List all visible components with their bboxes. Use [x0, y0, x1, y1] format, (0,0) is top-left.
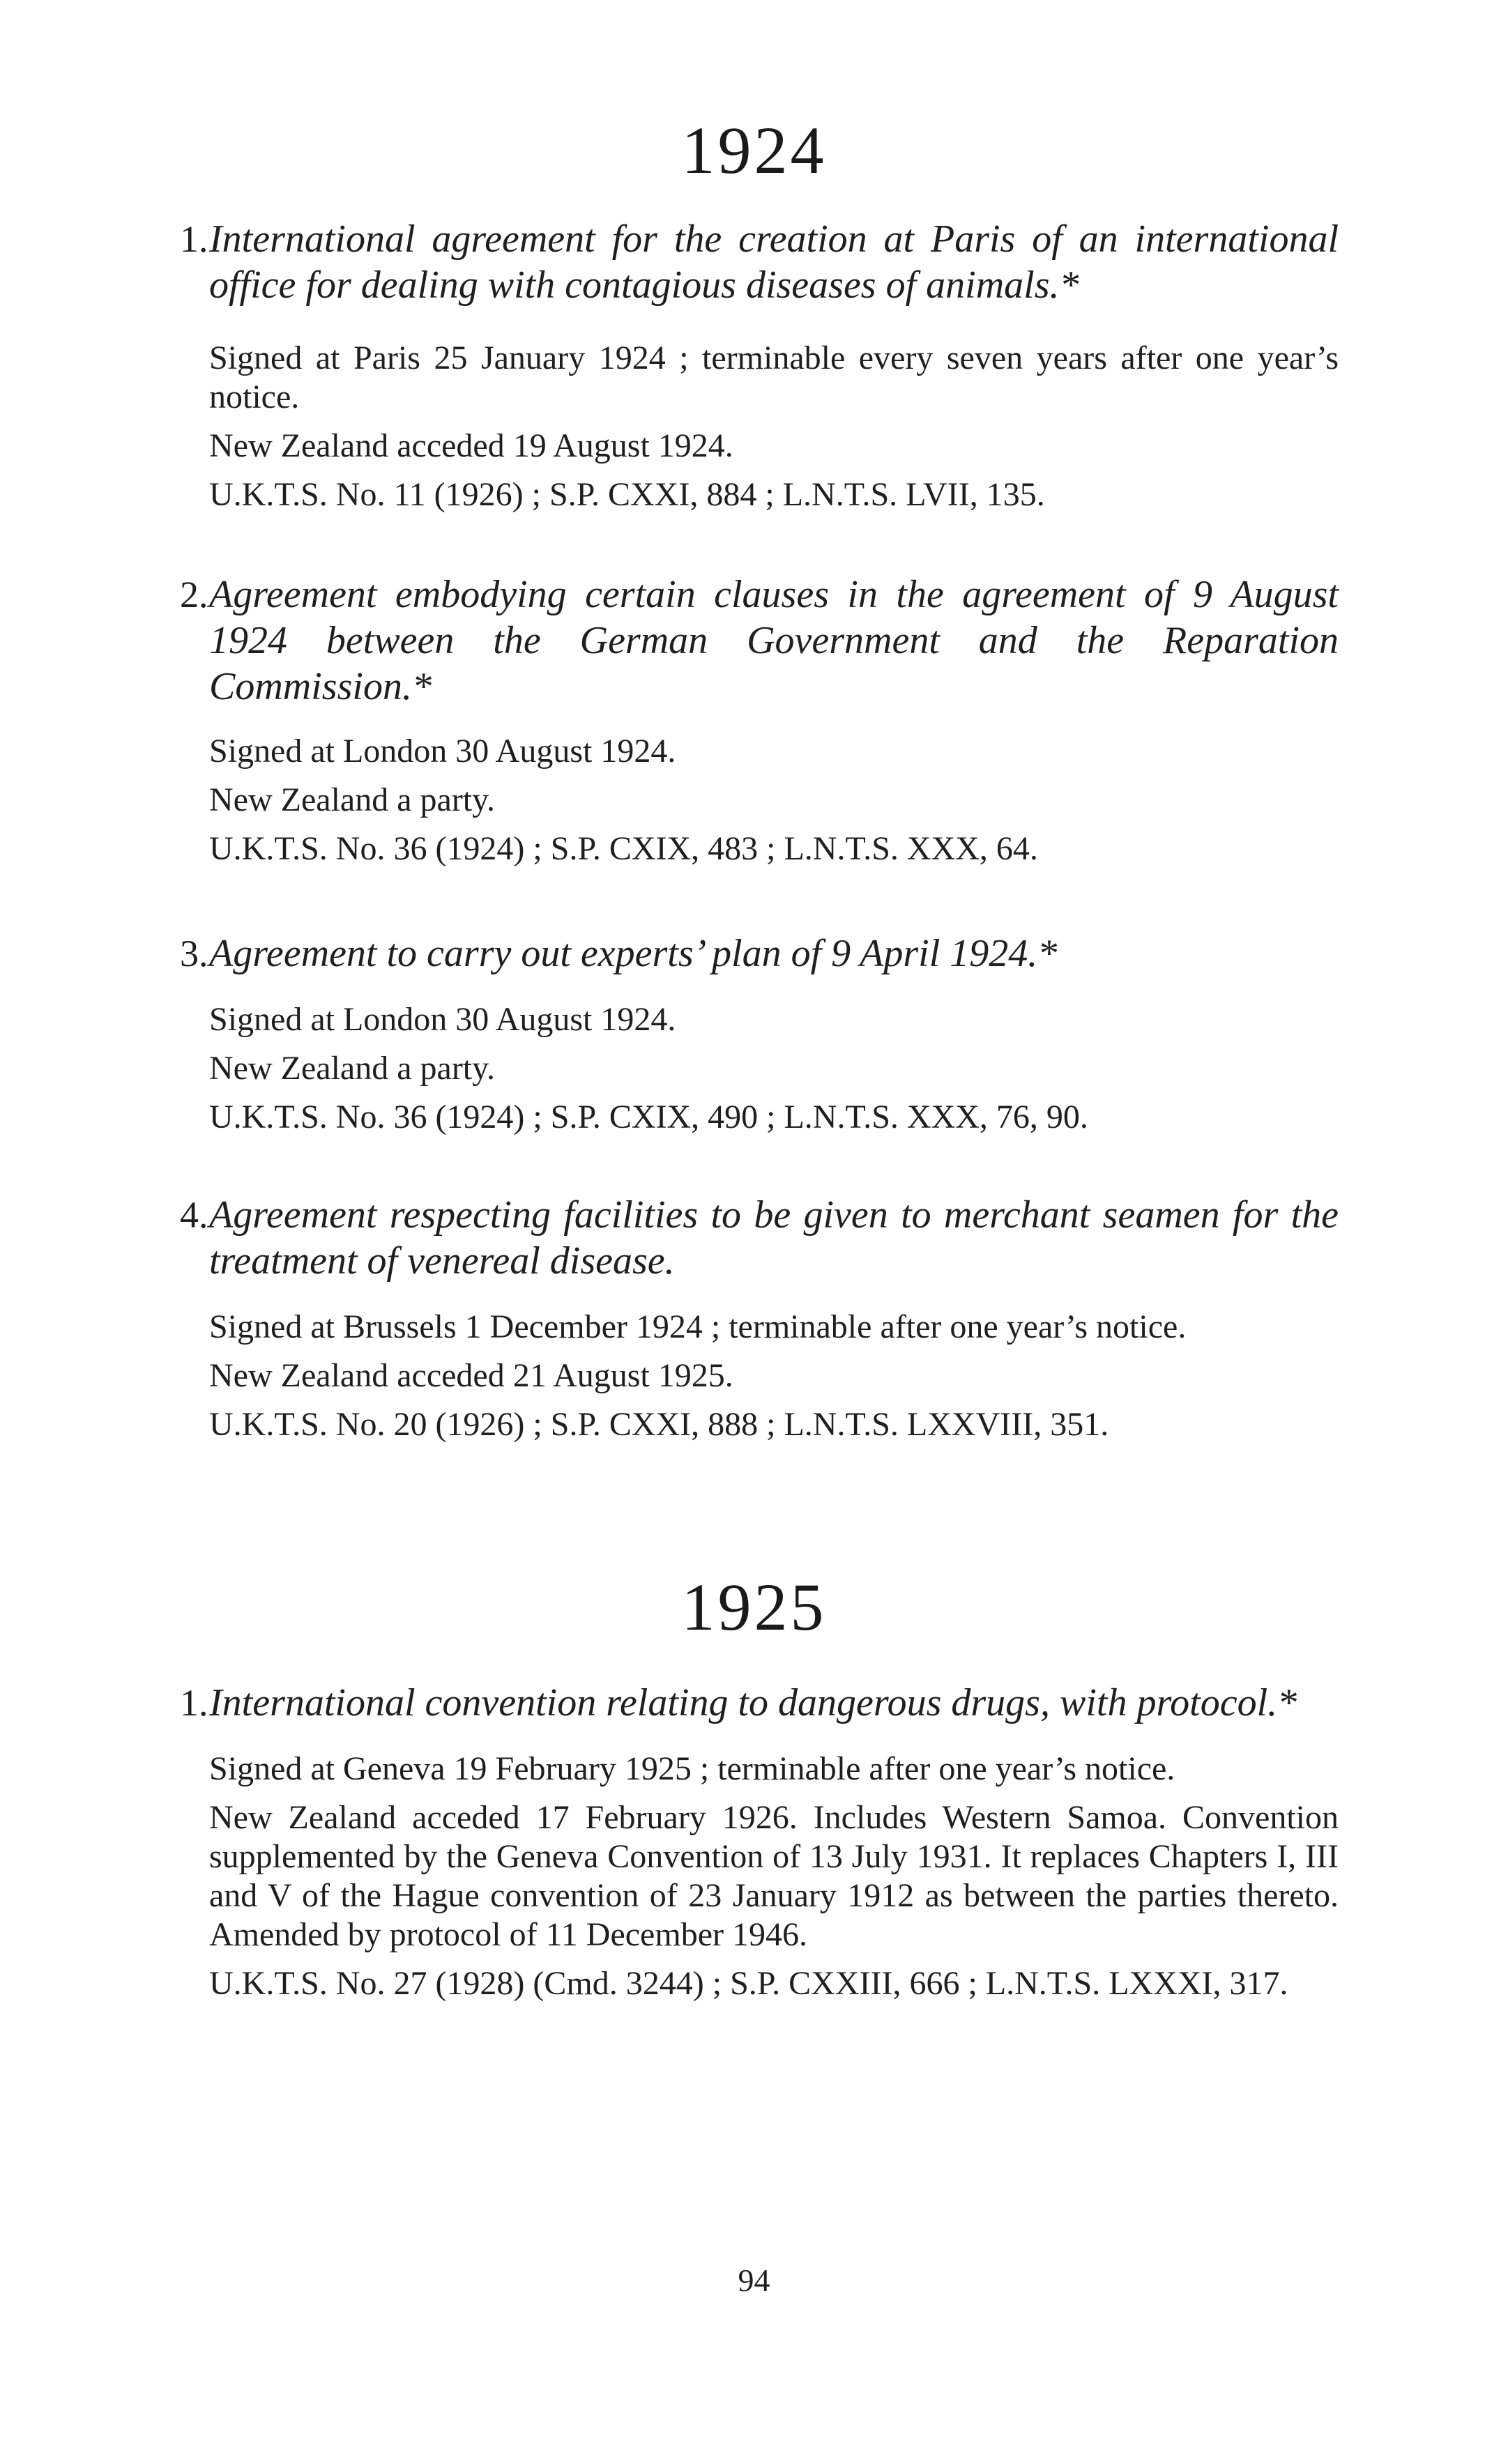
treaty-references: U.K.T.S. No. 36 (1924) ; S.P. CXIX, 490 ; L.N.T.S. XXX, 76, 90.: [209, 1099, 1088, 1135]
year-heading-1925: 1925: [681, 1570, 827, 1644]
signing-details: Signed at Paris 25 January 1924 ; terminable every seven years after one year’s notice.: [209, 339, 1339, 415]
entry-number: 2.: [180, 574, 208, 615]
accession-details: New Zealand acceded 17 February 1926. Includes Western Samoa. Convention supplemented by the Geneva Convention of 13 July 1931. It replaces Chapters I, III and V of the Hague convention of 23 January 1912 as between the parties thereto. Amended by protocol of 11 December 1946.: [209, 1799, 1339, 1953]
entry-details: [209, 732, 1339, 878]
entry-title: Agreement to carry out experts’ plan of 9 April 1924.*: [209, 932, 1058, 975]
accession-details: New Zealand a party.: [209, 781, 496, 818]
year-heading-1924: 1924: [681, 113, 827, 188]
entry-title: Agreement embodying certain clauses in the agreement of 9 August 1924 between the German Government and the Reparation Commission.*: [209, 573, 1339, 708]
page-number: 94: [738, 2263, 770, 2298]
entry-title: Agreement respecting facilities to be given to merchant seamen for the treatment of venereal disease.: [209, 1193, 1339, 1283]
entry-details: [209, 1308, 1339, 1454]
entry-details: [209, 1750, 1339, 2013]
treaty-references: U.K.T.S. No. 20 (1926) ; S.P. CXXI, 888 ; L.N.T.S. LXXVIII, 351.: [209, 1406, 1109, 1443]
accession-details: New Zealand acceded 19 August 1924.: [209, 427, 733, 464]
entry-details: [209, 339, 1339, 524]
signing-details: Signed at London 30 August 1924.: [209, 1001, 676, 1038]
signing-details: Signed at London 30 August 1924.: [209, 733, 676, 770]
entry-number: 3.: [180, 933, 208, 974]
accession-details: New Zealand acceded 21 August 1925.: [209, 1357, 733, 1394]
signing-details: Signed at Brussels 1 December 1924 ; terminable after one year’s notice.: [209, 1308, 1187, 1345]
entry-number: 1.: [180, 1682, 208, 1724]
entry-number: 1.: [180, 218, 208, 260]
entry-title: International agreement for the creation at Paris of an international office for dealing with contagious diseases of animals.*: [209, 217, 1339, 307]
entry-title: International convention relating to dangerous drugs, with protocol.*: [209, 1681, 1297, 1724]
treaty-references: U.K.T.S. No. 27 (1928) (Cmd. 3244) ; S.P. CXXIII, 666 ; L.N.T.S. LXXXI, 317.: [209, 1965, 1288, 2002]
accession-details: New Zealand a party.: [209, 1050, 496, 1087]
entry-number: 4.: [180, 1194, 208, 1236]
signing-details: Signed at Geneva 19 February 1925 ; terminable after one year’s notice.: [209, 1750, 1175, 1787]
treaty-references: U.K.T.S. No. 36 (1924) ; S.P. CXIX, 483 ; L.N.T.S. XXX, 64.: [209, 830, 1038, 867]
entry-details: [209, 1000, 1339, 1147]
treaty-references: U.K.T.S. No. 11 (1926) ; S.P. CXXI, 884 ; L.N.T.S. LVII, 135.: [209, 476, 1045, 513]
